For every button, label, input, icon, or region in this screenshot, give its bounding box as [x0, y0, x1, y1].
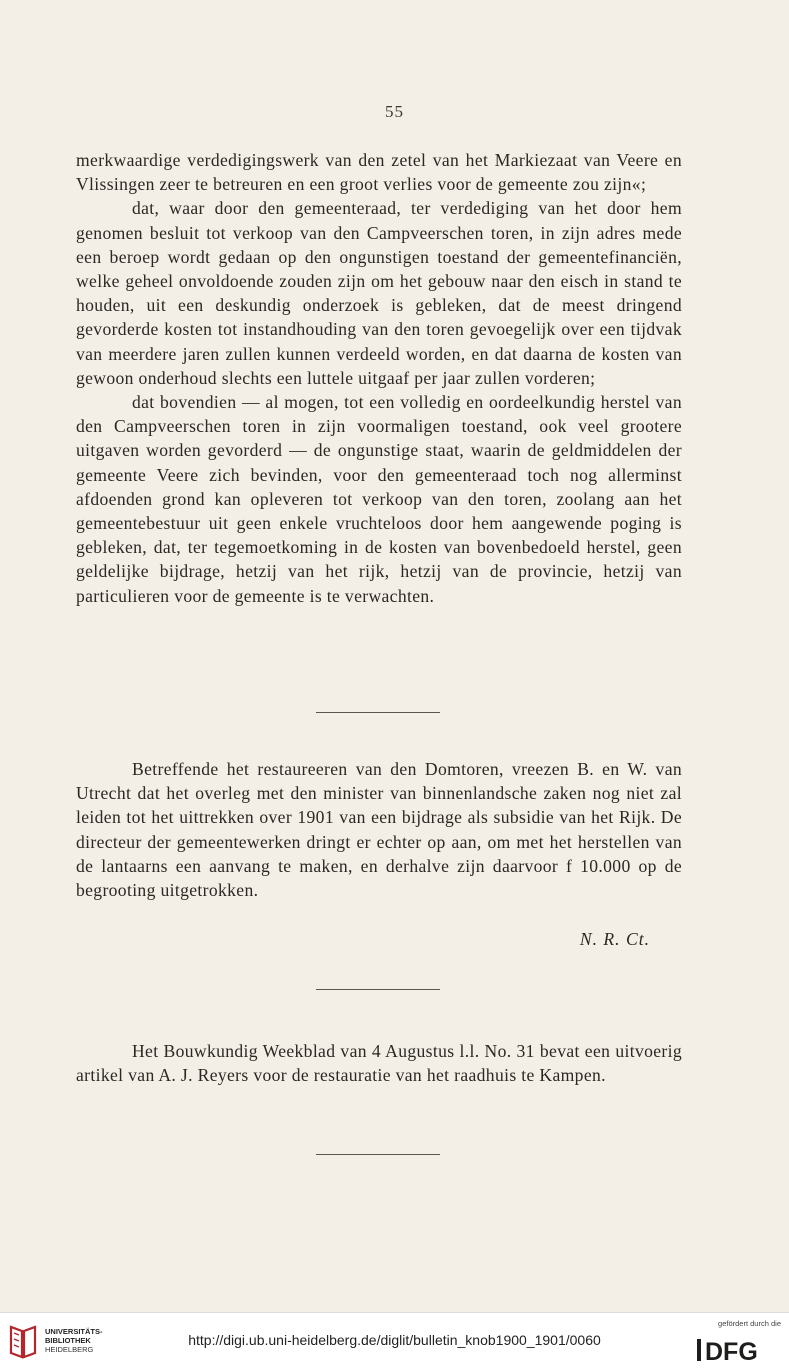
dfg-logo-text: DFG: [705, 1338, 758, 1363]
library-name-line: UNIVERSITÄTS-: [45, 1327, 103, 1336]
footer-bar: [0, 1312, 789, 1370]
library-name-line: BIBLIOTHEK: [45, 1336, 91, 1345]
text-block-bouwkundig-weekblad: [76, 1039, 682, 1087]
paragraph: Het Bouwkundig Weekblad van 4 Augustus l.l. No. 31 bevat een uitvoerig artikel van A. J. Reyers voor de restauratie van het raadhuis te Kampen.: [76, 1041, 682, 1086]
section-divider: [316, 989, 440, 990]
text-block-domtoren: [76, 757, 682, 902]
paragraph: merkwaardige verdedigingswerk van den zetel van het Markiezaat van Veere en Vlissingen zeer te betreuren en een groot verlies voor de gemeente zou zijn«;: [76, 150, 682, 195]
source-signature: N. R. Ct.: [579, 929, 650, 949]
library-name-line: HEIDELBERG: [45, 1345, 94, 1354]
text-block-tower-sale: [76, 148, 682, 608]
dfg-logo-icon: [697, 1337, 779, 1363]
funded-by-label: gefördert durch die: [718, 1319, 781, 1328]
permalink-url[interactable]: http://digi.ub.uni-heidelberg.de/diglit/bulletin_knob1900_1901/0060: [188, 1332, 601, 1348]
paragraph: Betreffende het restaureeren van den Domtoren, vreezen B. en W. van Utrecht dat het overleg met den minister van binnenlandsche zaken nog niet zal leiden tot het uittrekken over 1901 van een bijdrage als subsidie van het Rijk. De directeur der gemeentewerken dringt er echter op aan, om met het herstellen van de lantaarns een aanvang te maken, en derhalve zijn daarvoor f 10.000 op de begrooting uitgetrokken.: [76, 759, 682, 901]
paragraph: dat, waar door den gemeenteraad, ter verdediging van het door hem genomen besluit tot verkoop van den Campveerschen toren, in zijn adres mede een beroep wordt gedaan op den ongunstigen toestand der gemeentefinanciën, welke geheel onvoldoende zouden zijn om het gebouw naar den eisch in stand te houden, uit een deskundig onderzoek is gebleken, dat de meest dringend gevorderde kosten tot instandhouding van den toren gevoegelijk over een tijdvak van meerdere jaren zullen kunnen verdeeld worden, en dat daarna de kosten van gewoon onderhoud slechts een luttele uitgaaf per jaar zullen vorderen;: [76, 198, 682, 388]
section-divider: [316, 1154, 440, 1155]
section-divider: [316, 712, 440, 713]
paragraph: dat bovendien — al mogen, tot een volledig en oordeelkundig herstel van den Campveerschen toren in zijn voormaligen toestand, ook veel grootere uitgaven worden gevorderd — de ongunstige staat, waarin de geldmiddelen der gemeente Veere zich bevinden, voor den gemeenteraad toch nog allerminst afdoenden grond kan opleveren tot verkoop van den toren, zoolang aan het gemeentebestuur uit geen enkele vruchteloos door hem aangewende poging is gebleken, dat, ter tegemoetkoming in de kosten van bovenbedoeld herstel, geen geldelijke bijdrage, hetzij van het rijk, hetzij van de provincie, hetzij van particulieren voor de gemeente is te verwachten.: [76, 392, 682, 606]
page-number: 55: [385, 102, 404, 121]
